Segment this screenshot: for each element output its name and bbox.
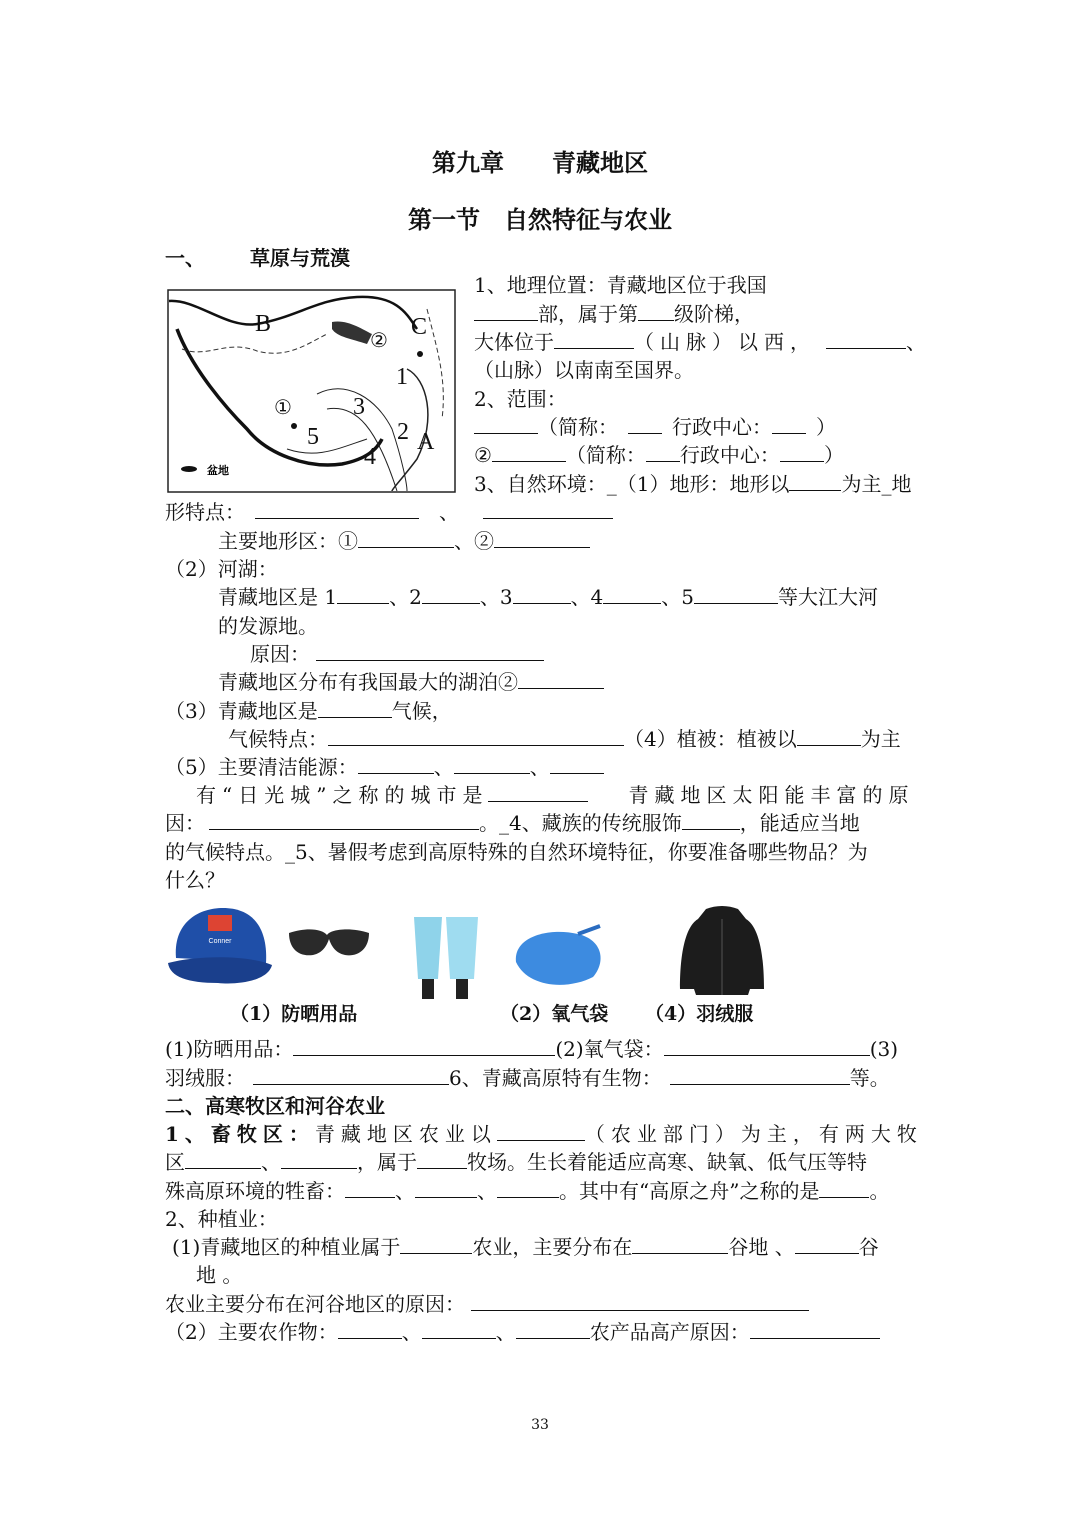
text-segment: 1、地理位置：青藏地区位于我国 [474, 273, 767, 297]
answer-blank[interactable] [664, 1035, 870, 1056]
answer-blank[interactable] [474, 413, 538, 434]
text-segment: 青藏地区分布有我国最大的湖泊② [218, 670, 518, 694]
text-segment: 2、种植业： [165, 1207, 278, 1231]
text-segment: ） [816, 415, 836, 439]
map-label: 5 [307, 424, 319, 450]
answer-blank[interactable] [682, 809, 740, 830]
text-line [165, 809, 860, 837]
answer-blank[interactable] [638, 300, 674, 321]
text-line [218, 583, 878, 611]
answer-blank[interactable] [358, 527, 454, 548]
answer-blank[interactable] [494, 527, 590, 548]
text-segment: （山脉）以西， [634, 330, 816, 354]
text-segment: 主要地形区：① [218, 529, 358, 553]
text-segment: ，能适应当地 [739, 811, 860, 835]
answer-blank[interactable] [819, 1177, 869, 1198]
text-line [165, 1064, 890, 1092]
text-segment: 的发源地。 [218, 614, 318, 638]
text-line [474, 413, 836, 441]
text-line [196, 1261, 242, 1289]
text-segment: 、4 [570, 585, 604, 609]
text-line [165, 1290, 809, 1318]
text-segment: ） [823, 443, 844, 467]
text-segment: （2）主要农作物： [165, 1320, 338, 1344]
text-segment: 。 [869, 1179, 890, 1203]
cap-image [168, 903, 274, 987]
map-label: 4 [364, 444, 376, 470]
text-line [165, 1120, 923, 1148]
text-line [474, 271, 767, 299]
answer-blank[interactable] [795, 1233, 859, 1254]
answer-blank[interactable] [255, 498, 419, 519]
text-segment: 、 [261, 1150, 281, 1174]
map-label: 2 [397, 419, 409, 445]
text-segment: 、3 [479, 585, 513, 609]
text-segment: 3、自然环境：_（1）地形：地形以 [474, 472, 790, 496]
text-segment: 行政中心： [679, 443, 780, 467]
answer-blank[interactable] [694, 583, 778, 604]
sunscreen-tubes-image [410, 915, 482, 1001]
text-segment: 形特点： [165, 500, 245, 524]
text-segment: 大体位于 [474, 330, 554, 354]
text-line [474, 356, 694, 384]
text-segment: （3）青藏地区是 [165, 699, 318, 723]
text-line [250, 640, 544, 668]
text-segment: 等。 [849, 1066, 890, 1090]
answer-blank[interactable] [400, 1233, 472, 1254]
answer-blank[interactable] [338, 1318, 402, 1339]
text-segment: 羽绒服： [165, 1066, 245, 1090]
text-line [218, 668, 604, 696]
text-segment: 、 [529, 755, 550, 779]
basin-legend-label: 盆地 [207, 464, 229, 477]
caption-oxygen-bag: （2）氧气袋 [500, 1003, 609, 1025]
text-line [165, 753, 604, 781]
text-line [165, 1148, 867, 1176]
part2-heading: 二、高寒牧区和河谷农业 [165, 1094, 385, 1118]
tibet-map [167, 289, 457, 494]
text-segment: (2)氧气袋： [555, 1037, 664, 1061]
answer-blank[interactable] [293, 1035, 555, 1056]
answer-blank[interactable] [316, 640, 544, 661]
answer-blank[interactable] [516, 1318, 590, 1339]
answer-blank[interactable] [497, 1177, 559, 1198]
text-segment: 青藏地区是 1 [218, 585, 338, 609]
text-segment: 6、青藏高原特有生物： [449, 1066, 662, 1090]
text-segment: 青藏地区农业以 [314, 1122, 497, 1146]
text-segment: （简称： [538, 415, 618, 439]
answer-blank[interactable] [253, 1064, 449, 1085]
text-segment: 农业，主要分布在 [472, 1235, 633, 1259]
text-segment: （山脉）以南南至国界。 [474, 358, 694, 382]
text-segment: 什么？ [165, 868, 225, 892]
text-segment: 、 [477, 1179, 497, 1203]
text-line [474, 441, 844, 469]
text-line [165, 1035, 898, 1063]
text-segment: 、② [454, 529, 494, 553]
heading-number: 一、 [165, 246, 205, 270]
answer-blank[interactable] [337, 583, 389, 604]
text-line [165, 838, 868, 866]
text-segment: 殊高原环境的牲畜： [165, 1179, 345, 1203]
text-segment: (1)防晒用品： [165, 1037, 294, 1061]
answer-blank[interactable] [474, 300, 538, 321]
text-segment: （简称： [565, 443, 646, 467]
map-label: ① [274, 397, 292, 419]
map-label: ② [370, 330, 388, 352]
answer-blank[interactable] [417, 1148, 467, 1169]
section-title: 第一节 自然特征与农业 [408, 205, 672, 234]
answer-blank[interactable] [550, 753, 604, 774]
chapter-title: 第九章 青藏地区 [432, 148, 648, 177]
text-line [474, 328, 926, 356]
answer-blank[interactable] [826, 328, 906, 349]
part1-heading [165, 244, 350, 272]
map-label: A [417, 429, 435, 455]
map-label: B [255, 311, 272, 337]
text-segment: 、 [401, 1320, 422, 1344]
text-segment: 部，属于第 [538, 302, 638, 326]
text-segment: 为主_地 [841, 472, 912, 496]
text-segment: 、 [906, 330, 926, 354]
text-line [165, 555, 278, 583]
text-line [196, 781, 914, 809]
text-segment: 、2 [389, 585, 422, 609]
text-line [165, 866, 225, 894]
text-line [165, 697, 452, 725]
answer-blank[interactable] [646, 441, 680, 462]
text-line [165, 498, 613, 526]
text-line [165, 1177, 889, 1205]
answer-blank[interactable] [492, 441, 566, 462]
text-segment: 有“日光城”之称的城市是 [196, 783, 489, 807]
caption-down-jacket: （4）羽绒服 [645, 1003, 754, 1025]
text-segment: 2、范围： [474, 387, 567, 411]
answer-blank[interactable] [415, 1177, 477, 1198]
text-segment: 、 [433, 755, 454, 779]
map-label: C [411, 314, 428, 340]
text-segment: 农产品高产原因： [589, 1320, 750, 1344]
answer-blank[interactable] [345, 1177, 395, 1198]
text-segment: 原因： [250, 642, 310, 666]
text-segment: （农业部门）为主，有两大牧 [584, 1122, 923, 1146]
text-segment: 。_4、藏族的传统服饰 [479, 811, 682, 835]
text-segment: 气候， [391, 699, 452, 723]
sunglasses-image [287, 925, 371, 961]
text-segment: 气候特点： [228, 727, 328, 751]
text-segment: 区 [165, 1150, 185, 1174]
answer-blank[interactable] [632, 1233, 728, 1254]
text-segment: (1)青藏地区的种植业属于 [172, 1235, 401, 1259]
answer-blank[interactable] [422, 1318, 496, 1339]
answer-blank[interactable] [628, 413, 662, 434]
text-line [218, 612, 318, 640]
text-line [474, 385, 567, 413]
text-segment: 行政中心： [672, 415, 772, 439]
answer-blank[interactable] [497, 1120, 585, 1141]
text-segment: 、 [439, 500, 459, 524]
text-line [474, 470, 911, 498]
answer-blank[interactable] [797, 725, 861, 746]
text-line [218, 527, 590, 555]
text-segment: （2）河湖： [165, 557, 278, 581]
text-line [165, 1205, 278, 1233]
heading-text: 草原与荒漠 [250, 246, 350, 270]
map-label: 1 [396, 364, 408, 390]
text-segment: 农业主要分布在河谷地区的原因： [165, 1292, 465, 1316]
text-line [165, 1318, 880, 1346]
text-segment: ，属于 [357, 1150, 417, 1174]
text-segment: （5）主要清洁能源： [165, 755, 358, 779]
text-segment: ② [474, 443, 492, 467]
caption-sun-protection: （1）防晒用品 [230, 1003, 358, 1025]
answer-blank[interactable] [789, 470, 841, 491]
text-segment: 等大江大河 [778, 585, 879, 609]
answer-blank[interactable] [670, 1064, 850, 1085]
text-segment: 的气候特点。_5、暑假考虑到高原特殊的自然环境特征，你要准备哪些物品？为 [165, 840, 868, 864]
map-label: 3 [353, 394, 365, 420]
text-segment: 为主 [860, 727, 901, 751]
answer-blank[interactable] [772, 413, 806, 434]
answer-blank[interactable] [483, 498, 613, 519]
answer-blank[interactable] [185, 1148, 261, 1169]
answer-blank[interactable] [328, 725, 624, 746]
answer-blank[interactable] [358, 753, 434, 774]
text-segment: 因： [165, 811, 205, 835]
page-number: 33 [531, 1417, 549, 1433]
text-segment: 牧场。生长着能适应高寒、缺氧、低气压等特 [467, 1150, 867, 1174]
oxygen-bag-image [508, 922, 608, 990]
text-line [172, 1233, 879, 1261]
text-segment: 地 。 [196, 1263, 243, 1287]
text-segment: 、 [495, 1320, 516, 1344]
text-segment: 青藏地区太阳能丰富的原 [628, 783, 915, 807]
answer-blank[interactable] [454, 753, 530, 774]
answer-blank[interactable] [554, 328, 634, 349]
down-jacket-image [676, 905, 768, 997]
text-segment: (3) [869, 1037, 899, 1061]
answer-blank[interactable] [422, 583, 480, 604]
answer-blank[interactable] [518, 668, 604, 689]
answer-blank[interactable] [780, 441, 824, 462]
text-segment: 级阶梯， [674, 302, 754, 326]
answer-blank[interactable] [318, 697, 392, 718]
answer-blank[interactable] [471, 1290, 809, 1311]
answer-blank[interactable] [488, 781, 588, 802]
answer-blank[interactable] [750, 1318, 880, 1339]
answer-blank[interactable] [209, 809, 479, 830]
answer-blank[interactable] [513, 583, 571, 604]
text-segment: （4）植被：植被以 [624, 727, 797, 751]
text-segment: 、5 [661, 585, 695, 609]
text-line [228, 725, 901, 753]
text-segment: 谷地 、 [728, 1235, 795, 1259]
cap-logo-text: Conner [208, 938, 232, 945]
answer-blank[interactable] [281, 1148, 357, 1169]
text-segment: 。其中有“高原之舟”之称的是 [559, 1179, 820, 1203]
text-segment: 、 [395, 1179, 415, 1203]
basin-legend-icon [181, 466, 197, 472]
text-line [474, 300, 754, 328]
text-segment: 1、畜牧区： [165, 1122, 315, 1146]
answer-blank[interactable] [603, 583, 661, 604]
text-segment: 谷 [858, 1235, 879, 1259]
